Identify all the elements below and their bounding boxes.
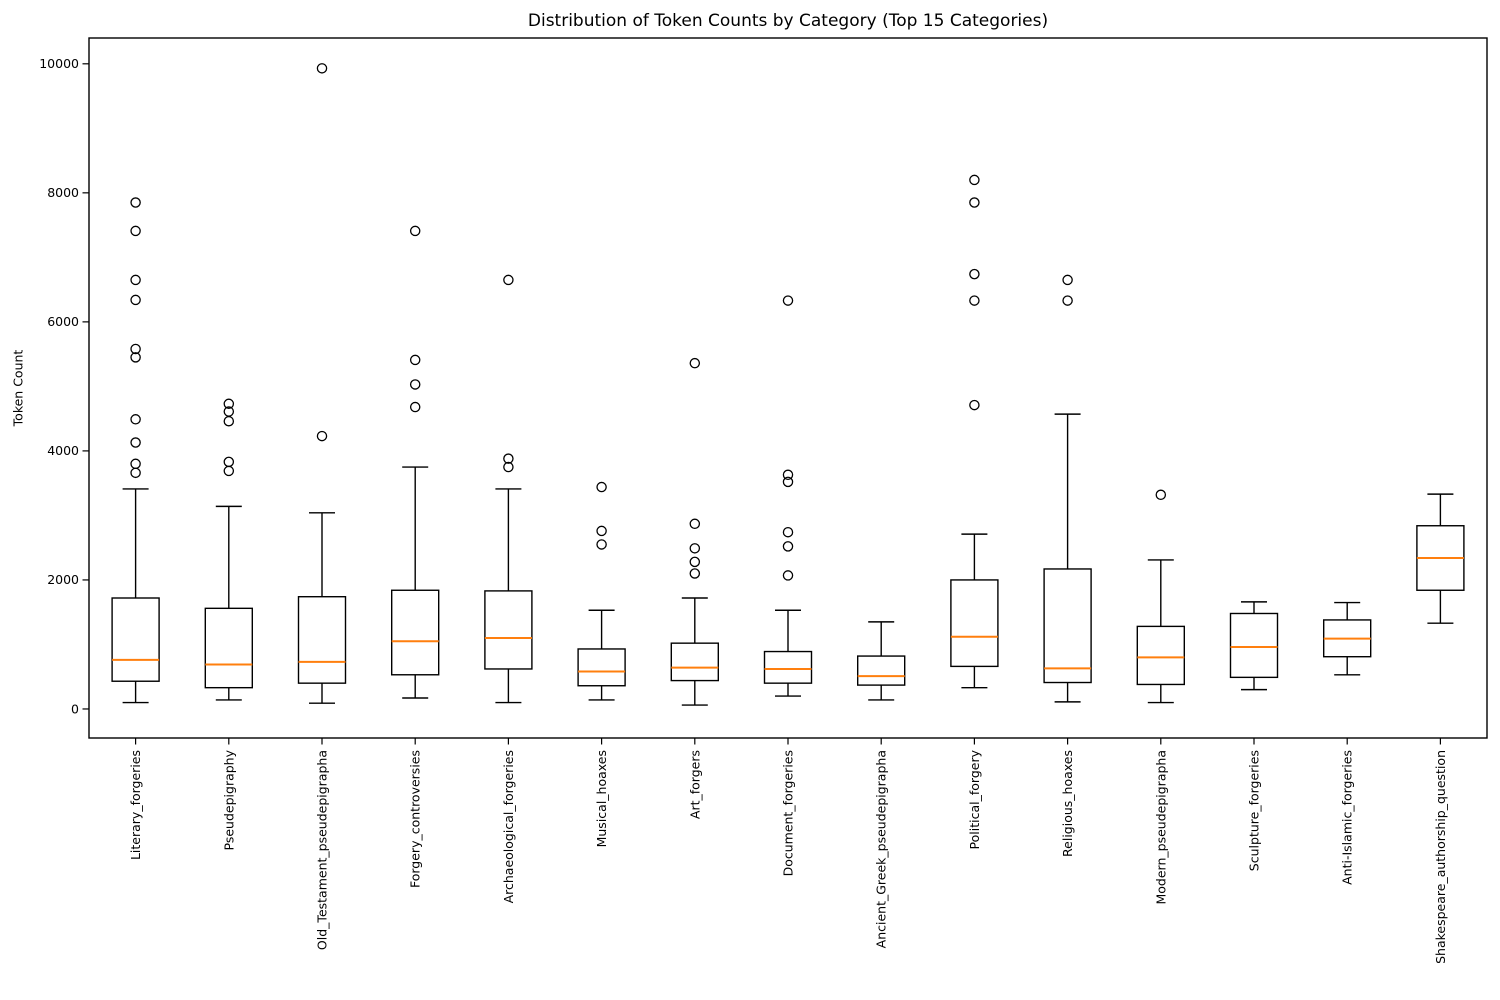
x-tick-label: Sculpture_forgeries <box>1246 750 1262 872</box>
x-tick-label: Forgery_controversies <box>407 750 423 888</box>
x-tick-label: Document_forgeries <box>780 750 796 877</box>
outlier-point <box>970 198 979 207</box>
x-tick-label: Shakespeare_authorship_question <box>1432 750 1448 964</box>
outlier-point <box>1063 275 1072 284</box>
outlier-point <box>690 519 699 528</box>
outlier-point <box>131 295 140 304</box>
outlier-point <box>411 355 420 364</box>
iqr-box <box>205 608 252 687</box>
outlier-point <box>690 544 699 553</box>
x-tick-label: Political_forgery <box>966 750 982 850</box>
iqr-box <box>299 597 346 683</box>
outlier-point <box>411 402 420 411</box>
outlier-point <box>690 557 699 566</box>
x-tick-label: Ancient_Greek_pseudepigrapha <box>873 750 889 949</box>
iqr-box <box>578 649 625 686</box>
iqr-box <box>485 591 532 669</box>
outlier-point <box>131 459 140 468</box>
outlier-point <box>970 296 979 305</box>
outlier-point <box>690 569 699 578</box>
x-tick-label: Old_Testament_pseudepigrapha <box>314 750 330 951</box>
y-tick-label: 0 <box>71 701 79 717</box>
outlier-point <box>224 466 233 475</box>
iqr-box <box>671 643 718 680</box>
outlier-point <box>783 528 792 537</box>
y-tick-label: 2000 <box>47 572 79 588</box>
outlier-point <box>131 198 140 207</box>
outlier-point <box>131 415 140 424</box>
iqr-box <box>1231 613 1278 677</box>
y-tick-label: 10000 <box>39 56 79 72</box>
outlier-point <box>783 542 792 551</box>
outlier-point <box>131 226 140 235</box>
outlier-point <box>504 275 513 284</box>
iqr-box <box>765 652 812 684</box>
outlier-point <box>411 380 420 389</box>
outlier-point <box>224 457 233 466</box>
x-tick-label: Religious_hoaxes <box>1060 750 1076 857</box>
outlier-point <box>317 64 326 73</box>
outlier-point <box>597 482 606 491</box>
outlier-point <box>970 175 979 184</box>
iqr-box <box>1137 626 1184 684</box>
y-tick-label: 8000 <box>47 185 79 201</box>
x-tick-label: Musical_hoaxes <box>594 750 610 848</box>
y-tick-label: 6000 <box>47 314 79 330</box>
outlier-point <box>783 470 792 479</box>
outlier-point <box>411 226 420 235</box>
outlier-point <box>690 359 699 368</box>
y-tick-label: 4000 <box>47 443 79 459</box>
iqr-box <box>1044 569 1091 683</box>
outlier-point <box>1156 490 1165 499</box>
outlier-point <box>597 526 606 535</box>
outlier-point <box>970 400 979 409</box>
outlier-point <box>131 438 140 447</box>
chart-title: Distribution of Token Counts by Category (Top 15 Categories) <box>527 11 1049 31</box>
outlier-point <box>317 431 326 440</box>
x-tick-label: Literary_forgeries <box>128 750 144 861</box>
x-tick-label: Archaeological_forgeries <box>500 750 516 904</box>
outlier-point <box>783 571 792 580</box>
outlier-point <box>1063 296 1072 305</box>
outlier-point <box>970 270 979 279</box>
x-tick-label: Art_forgers <box>687 750 703 820</box>
outlier-point <box>131 468 140 477</box>
outlier-point <box>131 275 140 284</box>
iqr-box <box>112 598 159 681</box>
outlier-point <box>224 417 233 426</box>
iqr-box <box>392 590 439 675</box>
iqr-box <box>858 656 905 685</box>
x-tick-label: Modern_pseudepigrapha <box>1153 750 1169 905</box>
outlier-point <box>783 296 792 305</box>
x-tick-label: Pseudepigraphy <box>221 750 237 851</box>
x-tick-label: Anti-Islamic_forgeries <box>1339 750 1355 885</box>
outlier-point <box>597 540 606 549</box>
iqr-box <box>951 580 998 666</box>
y-axis-label: Token Count <box>10 349 26 427</box>
